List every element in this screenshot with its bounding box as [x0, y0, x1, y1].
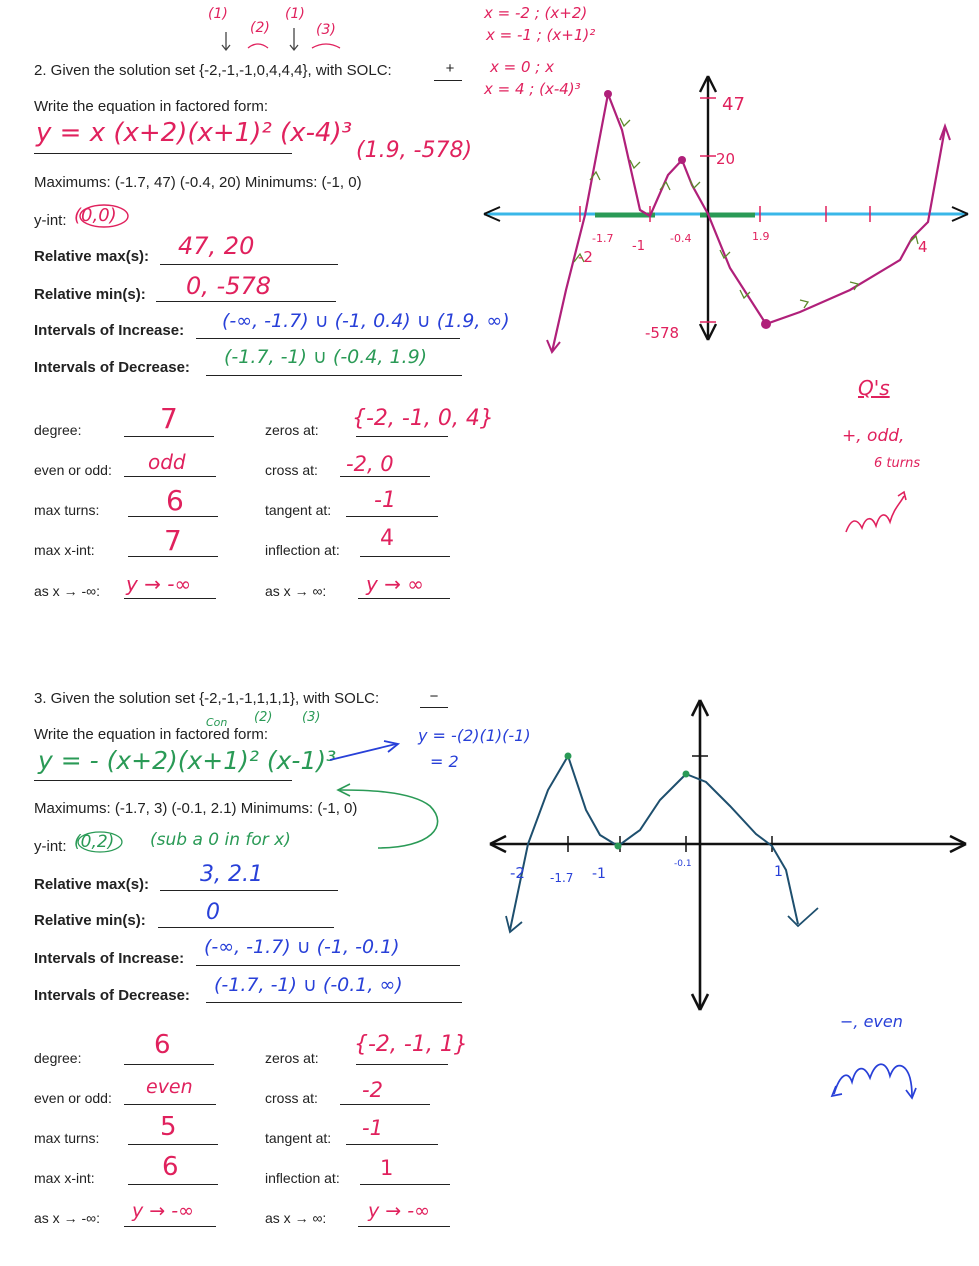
- p3-degree-label: degree:: [34, 1050, 82, 1066]
- p3-yint-label: y-int:: [34, 838, 67, 855]
- p3-sub-result: = 2: [430, 752, 459, 771]
- p2-mult-note-3: x = 0 ; x: [490, 58, 554, 76]
- p3-inc-value: (-∞, -1.7) ∪ (-1, -0.1): [204, 936, 400, 958]
- p3-arrow-right: [330, 744, 396, 760]
- p3-extrema: Maximums: (-1.7, 3) (-0.1, 2.1) Minimums: (-1, 0): [34, 800, 358, 817]
- p3-negx-value: y → -∞: [132, 1200, 194, 1222]
- p2-maxturns-value: 6: [166, 484, 184, 517]
- p3-equation: y = - (x+2)(x+1)² (x-1)³: [38, 746, 337, 775]
- p2-side-note-2: +, odd,: [842, 426, 905, 446]
- p2-tangent-value: -1: [374, 488, 396, 513]
- p2-mult-mark-3: (1): [285, 6, 305, 22]
- p2-extrema: Maximums: (-1.7, 47) (-0.4, 20) Minimums: (-1, 0): [34, 174, 362, 191]
- p3-max-point-1: [565, 753, 572, 760]
- p2-max-point-2: [678, 156, 686, 164]
- p2-graph: [484, 76, 968, 352]
- p3-maxxint-value: 6: [162, 1152, 179, 1182]
- p2-solc: +: [445, 60, 455, 77]
- p2-maxxint-value: 7: [164, 524, 182, 557]
- p2-posx-label: as x → ∞:: [265, 583, 327, 599]
- p3-evenodd-label: even or odd:: [34, 1090, 112, 1106]
- p2-cross-label: cross at:: [265, 462, 318, 478]
- p3-inflection-value: 1: [380, 1156, 394, 1180]
- p3-loop-arrow: [340, 790, 438, 848]
- p2-yint-ellipse: [80, 205, 128, 227]
- p2-posx-value: y → ∞: [366, 572, 424, 596]
- p3-relmin-label: Relative min(s):: [34, 912, 146, 929]
- p2-extra-point: (1.9, -578): [356, 138, 473, 163]
- p3-graph-label-1: 1: [774, 864, 783, 880]
- p3-dec-label: Intervals of Decrease:: [34, 987, 190, 1004]
- p3-con-note: Con: [206, 716, 228, 729]
- p3-tangent-label: tangent at:: [265, 1130, 332, 1146]
- p3-posx-value: y → -∞: [368, 1200, 430, 1222]
- p3-degree-value: 6: [154, 1030, 171, 1060]
- p2-side-note-1: Q's: [858, 376, 890, 400]
- p2-graph-label-4: 4: [918, 238, 928, 256]
- p2-relmax-label: Relative max(s):: [34, 248, 150, 265]
- p2-graph-label-m17: -1.7: [592, 232, 614, 245]
- p2-yint-value: (0,0): [74, 205, 117, 226]
- p2-mult-note-1: x = -2 ; (x+2): [484, 4, 588, 22]
- p2-graph-label-20: 20: [716, 150, 736, 168]
- p2-factored-label: Write the equation in factored form:: [34, 98, 269, 115]
- p3-tangent-value: -1: [362, 1116, 383, 1140]
- p2-mult-mark-4: (3): [316, 22, 336, 38]
- p2-inc-label: Intervals of Increase:: [34, 322, 185, 339]
- p2-side-note-3: 6 turns: [874, 456, 921, 471]
- p2-dec-label: Intervals of Decrease:: [34, 359, 190, 376]
- p2-title: 2. Given the solution set {-2,-1,-1,0,4,4,4}, with SOLC:: [34, 62, 392, 79]
- p3-min-point: [615, 843, 622, 850]
- p2-mult-note-2: x = -1 ; (x+1)²: [486, 26, 596, 44]
- p3-zeros-label: zeros at:: [265, 1050, 319, 1066]
- p3-evenodd-value: even: [146, 1076, 193, 1098]
- p2-inflection-value: 4: [380, 526, 394, 551]
- p3-zeros-value: {-2, -1, 1}: [354, 1032, 468, 1057]
- p3-maxturns-value: 5: [160, 1112, 177, 1142]
- p3-negx-label: as x → -∞:: [34, 1210, 100, 1226]
- p2-graph-label-19: 1.9: [752, 230, 770, 243]
- p2-inflection-label: inflection at:: [265, 542, 340, 558]
- p3-side-note: −, even: [840, 1012, 903, 1031]
- p2-mult-arrows: [222, 28, 340, 50]
- p2-zeros-label: zeros at:: [265, 422, 319, 438]
- p3-cross-label: cross at:: [265, 1090, 318, 1106]
- p2-mult-note-4: x = 4 ; (x-4)³: [484, 80, 581, 98]
- p3-graph-label-m2: -2: [510, 864, 525, 882]
- p3-mult-mark-1: (2): [254, 710, 273, 725]
- p2-maxturns-label: max turns:: [34, 502, 100, 518]
- p3-graph-label-m1: -1: [592, 866, 606, 882]
- p3-graph-label-m17: -1.7: [550, 871, 574, 885]
- p3-relmax-value: 3, 2.1: [200, 862, 263, 887]
- p2-max-point-1: [604, 90, 612, 98]
- p2-tangent-label: tangent at:: [265, 502, 332, 518]
- p3-title: 3. Given the solution set {-2,-1,-1,1,1,1}, with SOLC:: [34, 690, 380, 707]
- p2-dec-value: (-1.7, -1) ∪ (-0.4, 1.9): [224, 346, 428, 368]
- p2-mult-mark-1: (1): [208, 6, 228, 22]
- p3-yint-note: (sub a 0 in for x): [150, 830, 291, 850]
- p2-side-squiggle: [846, 496, 904, 532]
- p2-degree-value: 7: [160, 402, 178, 435]
- p2-curve: [552, 94, 945, 352]
- p2-min-point: [761, 319, 771, 329]
- p2-relmax-value: 47, 20: [178, 232, 255, 260]
- p3-relmin-value: 0: [206, 900, 220, 925]
- p3-maxturns-label: max turns:: [34, 1130, 100, 1146]
- p3-sub-calc: y = -(2)(1)(-1): [418, 726, 531, 745]
- p3-solc: −: [429, 688, 439, 705]
- p3-mult-mark-2: (3): [302, 710, 321, 725]
- p2-graph-label-m04: -0.4: [670, 232, 692, 245]
- p3-yint-value: (0,2): [74, 832, 115, 852]
- p2-mult-mark-2: (2): [250, 20, 270, 36]
- p2-maxxint-label: max x-int:: [34, 542, 95, 558]
- p3-cross-value: -2: [362, 1078, 383, 1102]
- p2-yint-label: y-int:: [34, 212, 67, 229]
- p3-dec-value: (-1.7, -1) ∪ (-0.1, ∞): [214, 974, 403, 996]
- p3-inc-label: Intervals of Increase:: [34, 950, 185, 967]
- p3-max-point-2: [683, 771, 690, 778]
- p3-factored-label: Write the equation in factored form:: [34, 726, 269, 743]
- p2-negx-label: as x → -∞:: [34, 583, 100, 599]
- p3-maxxint-label: max x-int:: [34, 1170, 95, 1186]
- p3-graph: [490, 700, 966, 1010]
- p2-inc-value: (-∞, -1.7) ∪ (-1, 0.4) ∪ (1.9, ∞): [222, 310, 510, 332]
- p3-side-squiggle: [834, 1064, 912, 1096]
- p3-yint-ellipse: [78, 832, 122, 852]
- p3-inflection-label: inflection at:: [265, 1170, 340, 1186]
- p3-graph-label-m01: -0.1: [674, 859, 692, 869]
- p3-relmax-label: Relative max(s):: [34, 876, 150, 893]
- p2-degree-label: degree:: [34, 422, 82, 438]
- p2-negx-value: y → -∞: [126, 572, 192, 596]
- p2-graph-label-m2: -2: [578, 248, 593, 266]
- p2-graph-label-578: -578: [645, 324, 680, 342]
- p2-graph-label-47: 47: [722, 94, 745, 115]
- p3-posx-label: as x → ∞:: [265, 1210, 327, 1226]
- p2-zeros-value: {-2, -1, 0, 4}: [352, 406, 494, 431]
- p2-graph-label-m1: -1: [632, 239, 645, 254]
- p2-evenodd-value: odd: [148, 450, 186, 474]
- p2-equation: y = x (x+2)(x+1)² (x-4)³: [36, 118, 353, 148]
- p2-relmin-value: 0, -578: [186, 272, 271, 300]
- p2-relmin-label: Relative min(s):: [34, 286, 146, 303]
- p2-cross-value: -2, 0: [346, 452, 394, 476]
- p2-evenodd-label: even or odd:: [34, 462, 112, 478]
